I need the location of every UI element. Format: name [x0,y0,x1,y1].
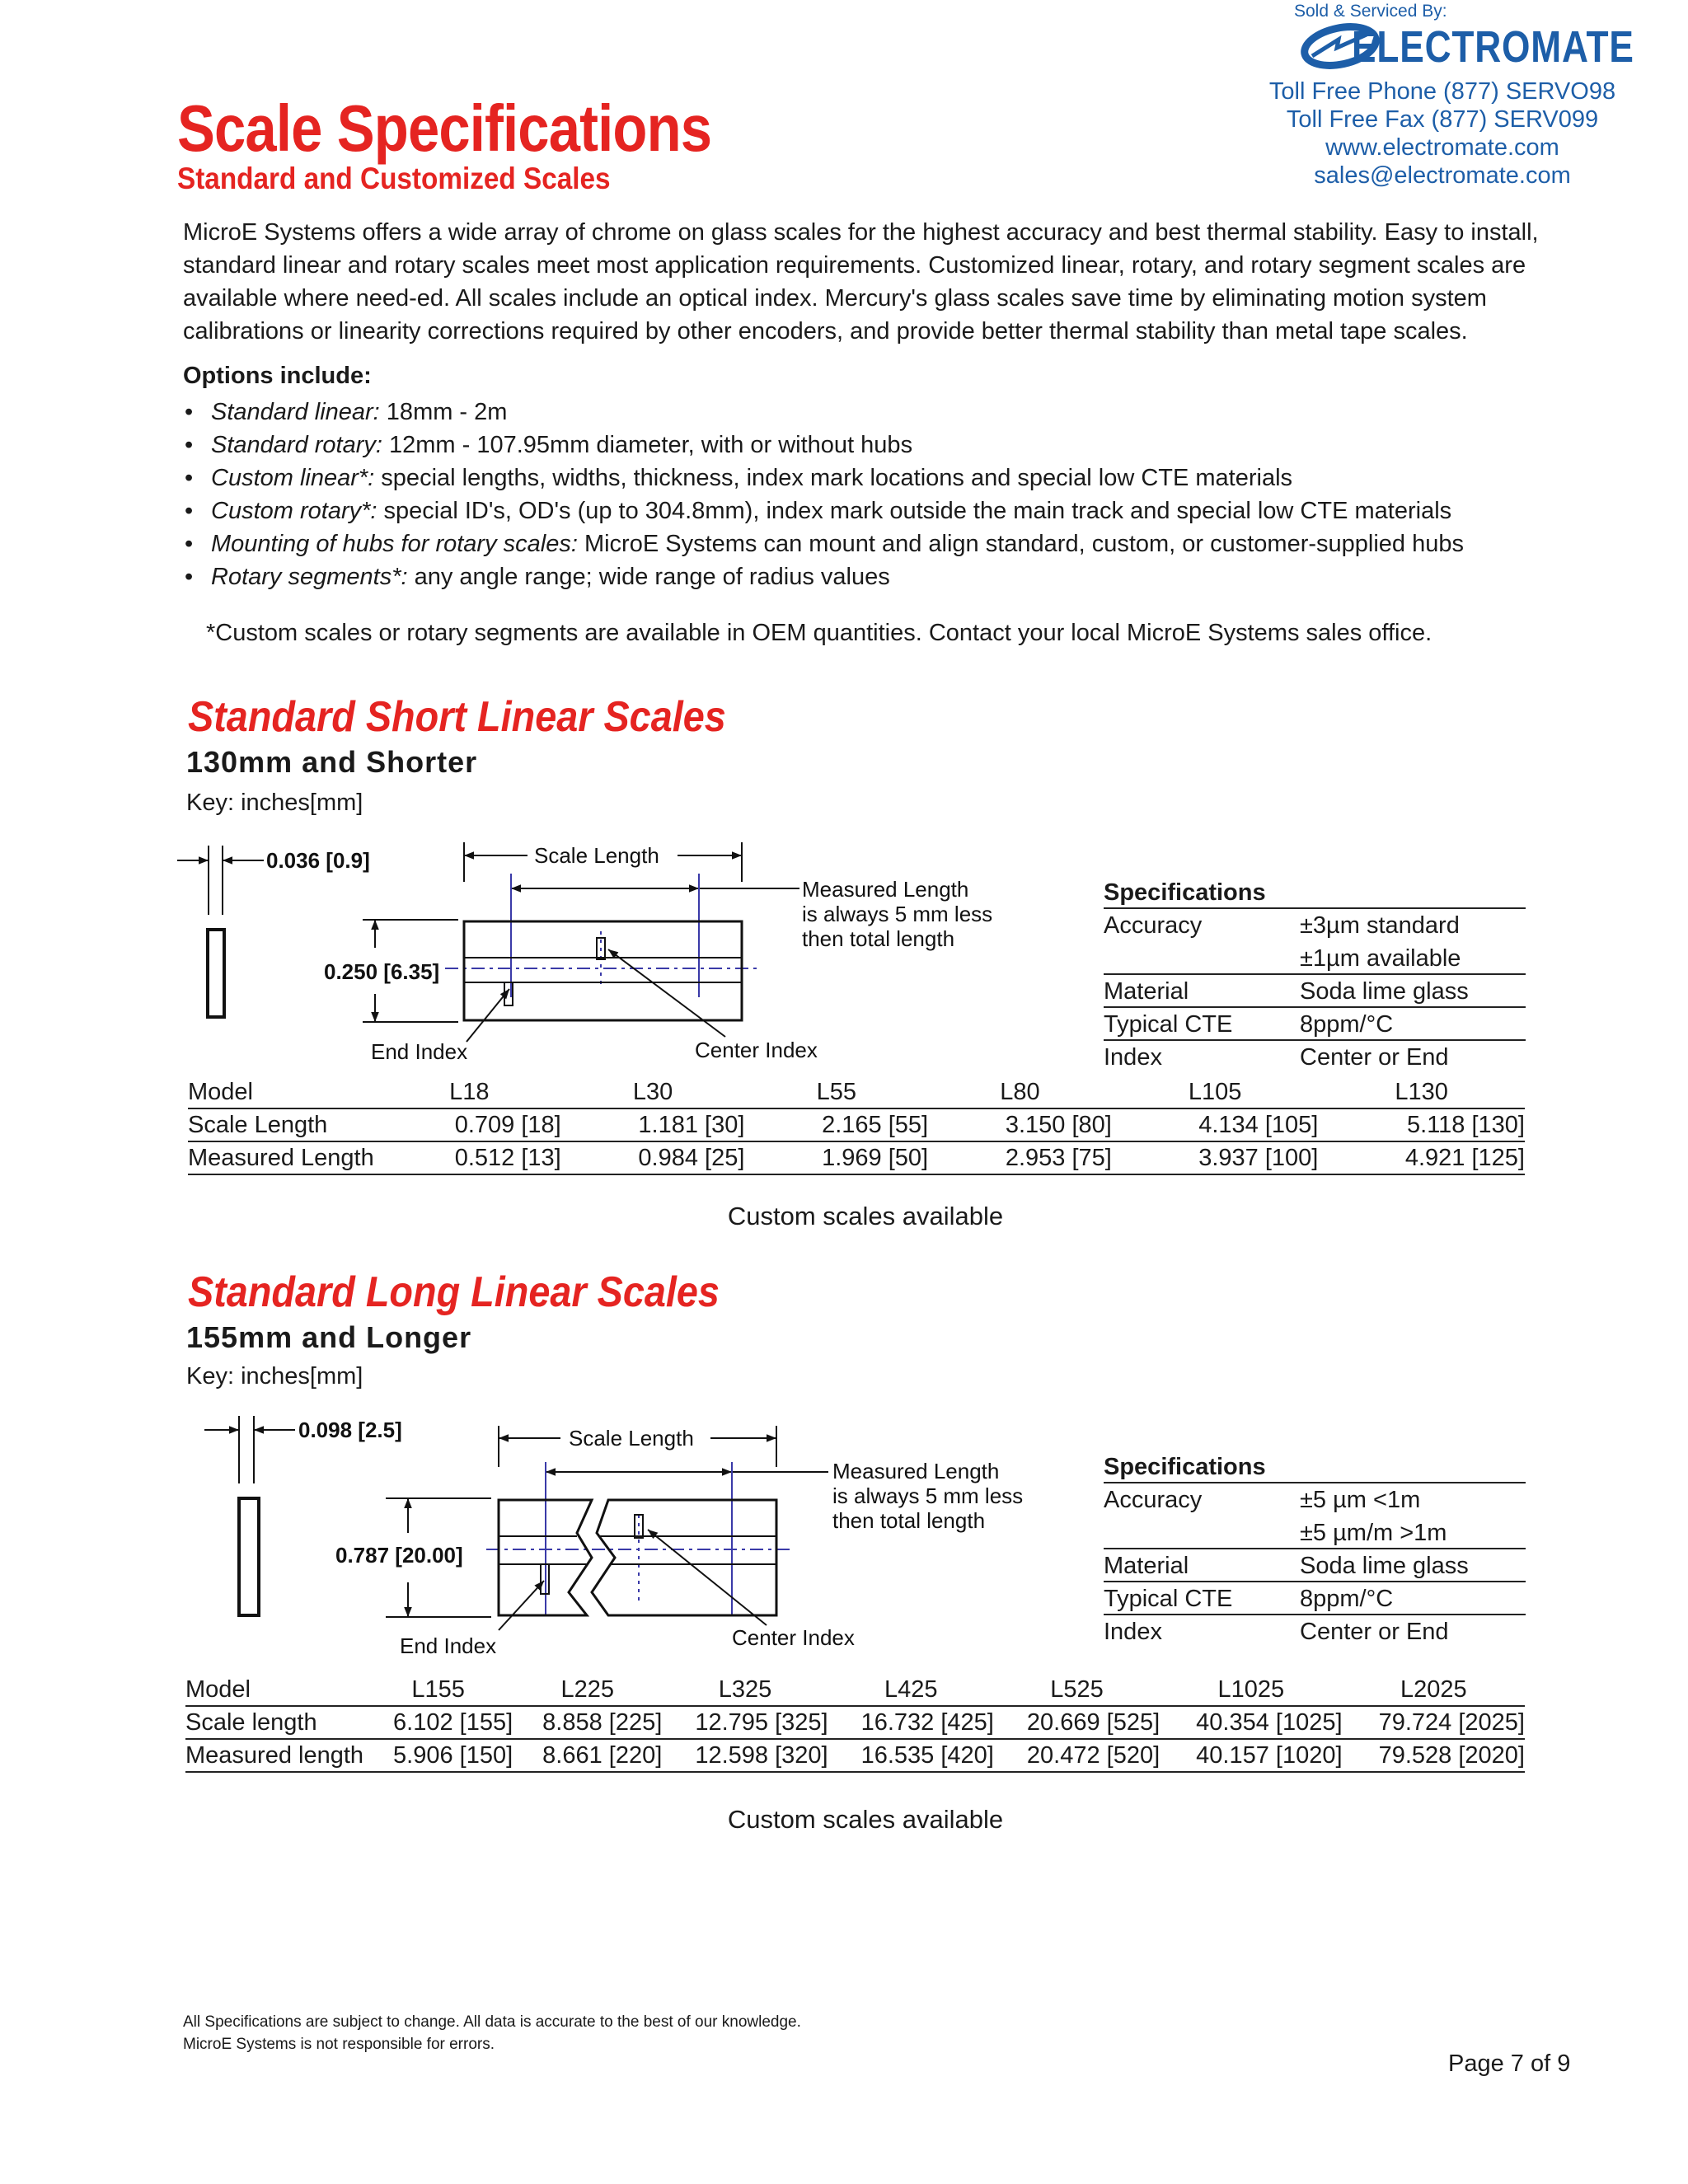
sold-by-label: Sold & Serviced By: [1294,2,1447,21]
table-row [188,1108,1525,1141]
table-row [185,1739,1525,1772]
long-measured-line-1: Measured Length [832,1459,1000,1483]
table-cell: L525 [1050,1675,1104,1703]
spec-label: Accuracy [1104,912,1203,939]
page-title: Scale Specifications [177,91,712,165]
short-center-index-label: Center Index [695,1038,818,1062]
table-cell: L1025 [1217,1675,1285,1703]
options-list [183,396,1584,593]
table-cell: 0.709 [18] [377,1108,561,1141]
intro-paragraph: MicroE Systems offers a wide array of chrome on glass scales for the highest accuracy and best thermal stability. Easy to install, standard linear and rotary scales meet most application requirements. Customized linear, rotary, and rotary segment scales are available where need-ed. All scales include an optical index. Mercury's glass scales save time by eliminating motion system calibrations or linearity corrections required by other encoders, and provide better thermal stability than metal tape scales. [183,219,1539,344]
table-cell: 16.535 [420] [828,1739,994,1772]
table-row [188,1141,1525,1174]
option-label: Mounting of hubs for rotary scales: [211,531,578,557]
option-text: MicroE Systems can mount and align standard, custom, or customer-supplied hubs [577,531,1465,557]
table-cell: 5.118 [130] [1318,1108,1525,1141]
vendor-website-link[interactable]: www.electromate.com [1325,134,1559,161]
table-cell: L225 [560,1675,614,1703]
spec-label: Index [1104,1044,1162,1071]
disclaimer [183,2011,801,2055]
short-specs-box [1104,876,1526,1074]
spec-value: Soda lime glass [1300,978,1469,1005]
long-section-subtitle: 155mm and Longer [186,1320,472,1354]
long-custom-note: Custom scales available [727,1805,1004,1834]
disclaimer-line: All Specifications are subject to change. All data is accurate to the best of our knowledge. [183,2013,801,2031]
specs-heading: Specifications [1104,1451,1526,1483]
vendor-fax: Toll Free Fax (877) SERV099 [1286,106,1599,133]
table-row-label: Scale length [185,1706,363,1739]
table-cell: L325 [718,1675,772,1703]
vendor-email-link[interactable]: sales@electromate.com [1314,162,1571,189]
table-cell: 0.984 [25] [561,1141,745,1174]
spec-row-cte [1104,1582,1526,1615]
table-cell: L80 [1000,1078,1040,1105]
short-side-view [177,846,264,1017]
option-label: Custom linear*: [211,465,375,491]
spec-row-index [1104,1615,1526,1648]
short-measured-line-2: is always 5 mm less [802,902,993,926]
table-cell: L2025 [1400,1675,1467,1703]
list-item [183,527,1584,560]
spec-value: ±5 µm <1m [1300,1487,1421,1513]
short-section-title: Standard Short Linear Scales [188,693,726,741]
table-cell: 12.598 [320] [662,1739,828,1772]
long-scale-length-label: Scale Length [569,1426,694,1451]
list-item [183,429,1584,462]
list-item [183,462,1584,494]
table-cell: 0.512 [13] [377,1141,561,1174]
spec-row-cte [1104,1008,1526,1041]
table-header-label: Model [188,1078,253,1105]
table-cell: 16.732 [425] [828,1706,994,1739]
table-cell: 12.795 [325] [662,1706,828,1739]
long-thickness-label: 0.098 [2.5] [298,1418,402,1442]
list-item [183,396,1584,429]
long-section-title: Standard Long Linear Scales [188,1268,720,1316]
options-footnote: *Custom scales or rotary segments are available in OEM quantities. Contact your local MicroE Systems sales office. [206,620,1432,646]
table-cell: 4.921 [125] [1318,1141,1525,1174]
table-cell: 1.969 [50] [744,1141,928,1174]
table-cell: 1.181 [30] [561,1108,745,1141]
table-cell: 40.157 [1020] [1160,1739,1342,1772]
table-row [188,1076,1525,1108]
table-cell: 20.472 [520] [994,1739,1160,1772]
spec-row-material [1104,975,1526,1008]
spec-row-accuracy-2 [1104,942,1526,975]
option-text: any angle range; wide range of radius values [407,564,890,590]
short-model-table [188,1076,1525,1175]
short-height-label: 0.250 [6.35] [324,959,440,984]
spec-value: Soda lime glass [1300,1553,1469,1579]
vendor-phone: Toll Free Phone (877) SERVO98 [1268,78,1616,105]
long-center-index-label: Center Index [732,1625,855,1650]
list-item [183,494,1584,527]
table-cell: 8.661 [220] [513,1739,662,1772]
option-text: special lengths, widths, thickness, index mark locations and special low CTE materials [374,465,1293,491]
table-cell: 2.165 [55] [744,1108,928,1141]
long-end-index-label: End Index [400,1633,497,1658]
short-thickness-label: 0.036 [0.9] [266,848,370,873]
table-cell: 3.150 [80] [928,1108,1112,1141]
short-scale-length-label: Scale Length [534,843,659,868]
table-row-label: Scale Length [188,1108,377,1141]
spec-label: Typical CTE [1104,1011,1233,1038]
option-text: special ID's, OD's (up to 304.8mm), index mark outside the main track and special low CTE materials [377,498,1452,524]
spec-label: Index [1104,1619,1162,1645]
table-cell: 5.906 [150] [363,1739,513,1772]
spec-value: ±5 µm/m >1m [1300,1520,1447,1546]
table-cell: 79.724 [2025] [1343,1706,1525,1739]
short-section-key: Key: inches[mm] [186,790,363,816]
short-measured-line-3: then total length [802,926,955,951]
specs-heading: Specifications [1104,876,1526,909]
spec-value: Center or End [1300,1044,1449,1071]
table-header-label: Model [185,1675,251,1703]
spec-value: Center or End [1300,1619,1449,1645]
table-cell: 8.858 [225] [513,1706,662,1739]
spec-label: Material [1104,978,1189,1005]
list-item [183,560,1584,593]
table-cell: 20.669 [525] [994,1706,1160,1739]
page-subtitle: Standard and Customized Scales [177,162,611,195]
spec-value: ±3µm standard [1300,912,1460,939]
page-number: Page 7 of 9 [1448,2050,1571,2077]
short-measured-line-1: Measured Length [802,877,969,902]
option-text: 12mm - 107.95mm diameter, with or without hubs [382,432,913,458]
spec-row-index [1104,1041,1526,1074]
table-cell: 2.953 [75] [928,1141,1112,1174]
option-text: 18mm - 2m [379,399,508,425]
spec-row-accuracy-2 [1104,1516,1526,1549]
table-cell: 40.354 [1025] [1160,1706,1342,1739]
long-measured-line-3: then total length [832,1508,986,1533]
spec-row-accuracy [1104,909,1526,942]
long-measured-line-2: is always 5 mm less [832,1483,1024,1508]
spec-value: 8ppm/°C [1300,1586,1394,1612]
option-label: Custom rotary*: [211,498,377,524]
long-section-key: Key: inches[mm] [186,1363,363,1390]
table-cell: 6.102 [155] [363,1706,513,1739]
spec-value: ±1µm available [1300,945,1461,972]
spec-label: Accuracy [1104,1487,1203,1513]
long-model-table [185,1673,1525,1773]
short-custom-note: Custom scales available [727,1202,1004,1230]
table-row-label: Measured length [185,1739,363,1772]
vendor-name: ELECTROMATE [1352,22,1634,72]
long-specs-box [1104,1451,1526,1648]
disclaimer-line: MicroE Systems is not responsible for errors. [183,2036,495,2053]
table-row-label: Measured Length [188,1141,377,1174]
spec-label: Typical CTE [1104,1586,1233,1612]
short-end-index-label: End Index [371,1039,468,1064]
option-label: Standard linear: [211,399,380,425]
spec-row-accuracy [1104,1483,1526,1516]
table-cell: 3.937 [100] [1112,1141,1319,1174]
table-cell: L30 [632,1078,673,1105]
table-cell: L130 [1395,1078,1448,1105]
option-label: Standard rotary: [211,432,382,458]
spec-row-material [1104,1549,1526,1582]
table-cell: 4.134 [105] [1112,1108,1319,1141]
table-cell: L105 [1188,1078,1242,1105]
spec-value: 8ppm/°C [1300,1011,1394,1038]
table-cell: L55 [816,1078,856,1105]
table-cell: 79.528 [2020] [1343,1739,1525,1772]
short-section-subtitle: 130mm and Shorter [186,745,478,779]
option-label: Rotary segments*: [211,564,408,590]
options-heading: Options include: [183,363,372,389]
table-row [185,1706,1525,1739]
table-cell: L425 [884,1675,938,1703]
spec-label: Material [1104,1553,1189,1579]
table-cell: L155 [411,1675,465,1703]
table-row [185,1673,1525,1706]
table-cell: L18 [449,1078,490,1105]
long-height-label: 0.787 [20.00] [335,1543,463,1568]
